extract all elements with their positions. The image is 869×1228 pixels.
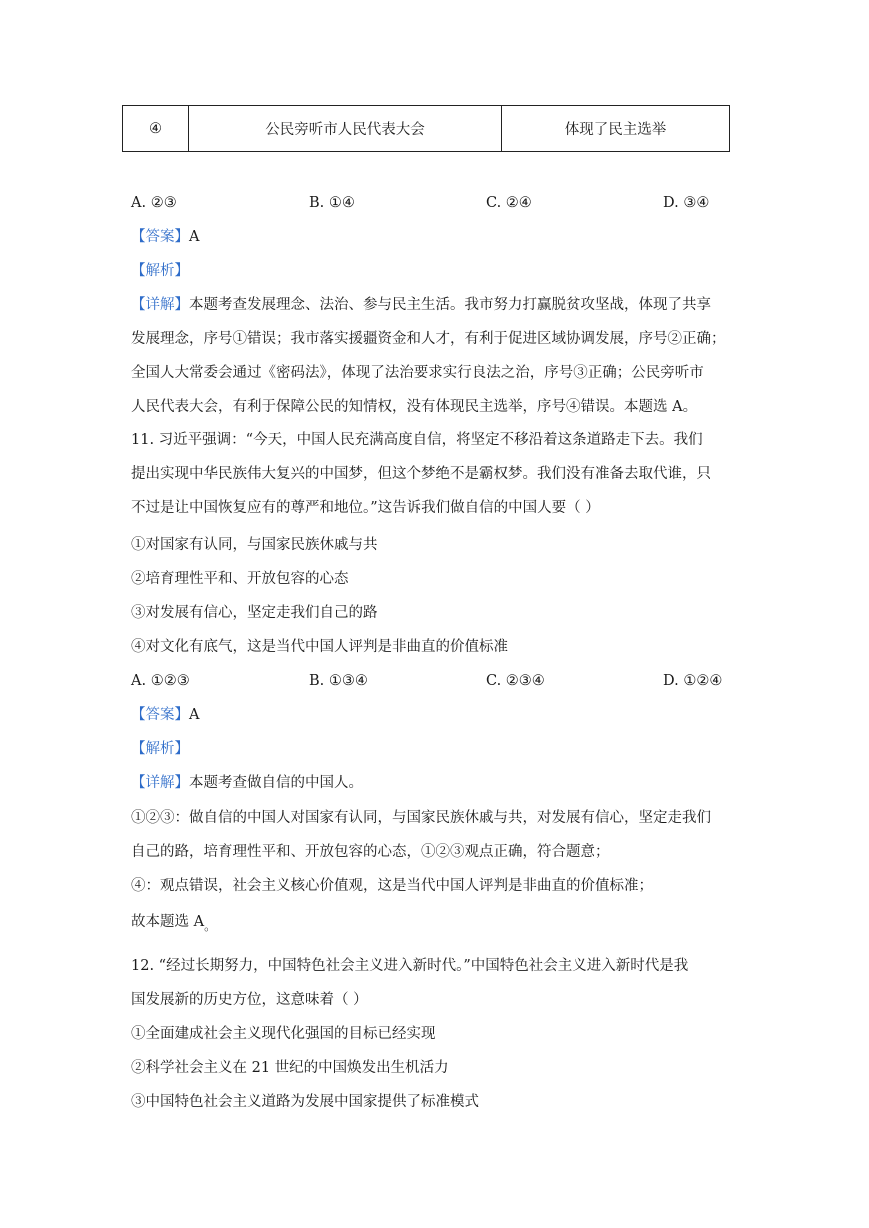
detail-line: 人民代表大会，有利于保障公民的知情权，没有体现民主选举，序号④错误。本题选 A。 <box>131 399 698 415</box>
q11-options <box>131 671 741 691</box>
q11-answer <box>131 705 199 725</box>
table-cell-effect: 体现了民主选举 <box>502 106 730 152</box>
q11-stem <box>131 430 741 532</box>
q11-explanation-2: ④：观点错误，社会主义核心价值观，这是当代中国人评判是非曲直的价值标准； <box>131 878 653 894</box>
answer-tag: 【答案】 <box>131 707 189 723</box>
q11-analysis <box>131 739 189 759</box>
q10-detail <box>131 295 741 431</box>
answer-value: A <box>189 229 200 245</box>
q12-stem <box>131 956 741 1024</box>
q10-options <box>131 193 741 213</box>
answer-tag: 【答案】 <box>131 229 189 245</box>
q10-option-d: D. ③④ <box>663 195 710 211</box>
option-table <box>122 105 730 152</box>
answer-value: A <box>189 707 200 723</box>
analysis-tag: 【解析】 <box>131 263 189 279</box>
q12-item-3: ③中国特色社会主义道路为发展中国家提供了标准模式 <box>131 1094 479 1110</box>
q11-option-b: B. ①③④ <box>309 673 368 689</box>
stem-line: 不过是让中国恢复应有的尊严和地位。”这告诉我们做自信的中国人要（ ） <box>131 500 600 516</box>
q10-answer <box>131 227 199 247</box>
table-row <box>123 106 730 152</box>
table-cell-event: 公民旁听市人民代表大会 <box>189 106 502 152</box>
stem-line: 11. 习近平强调：“今天，中国人民充满高度自信，将坚定不移沿着这条道路走下去。我们 <box>131 432 703 448</box>
analysis-tag: 【解析】 <box>131 741 189 757</box>
detail-tag: 【详解】 <box>131 297 189 313</box>
explain-line: 自己的路，培育理性平和、开放包容的心态，①②③观点正确，符合题意； <box>131 844 610 860</box>
detail-line: 发展理念，序号①错误；我市落实援疆资金和人才，有利于促进区域协调发展，序号②正确； <box>131 331 726 347</box>
q10-option-b: B. ①④ <box>309 195 355 211</box>
q11-item-2: ②培育理性平和、开放包容的心态 <box>131 571 349 587</box>
q11-item-3: ③对发展有信心，坚定走我们自己的路 <box>131 605 378 621</box>
q11-item-1: ①对国家有认同，与国家民族休戚与共 <box>131 537 378 553</box>
detail-line: 【详解】本题考查发展理念、法治、参与民主生活。我市努力打赢脱贫攻坚战，体现了共享 <box>131 297 711 313</box>
q11-option-d: D. ①②④ <box>663 673 723 689</box>
explain-line: ①②③：做自信的中国人对国家有认同，与国家民族休戚与共，对发展有信心，坚定走我们 <box>131 810 711 826</box>
stem-line: 国发展新的历史方位，这意味着（ ） <box>131 992 368 1008</box>
q10-option-a: A. ②③ <box>131 195 177 211</box>
q10-option-c: C. ②④ <box>486 195 532 211</box>
detail-tag: 【详解】 <box>131 775 189 791</box>
stem-line: 12. “经过长期努力，中国特色社会主义进入新时代。”中国特色社会主义进入新时代是我 <box>131 958 689 974</box>
stem-line: 提出实现中华民族伟大复兴的中国梦，但这个梦绝不是霸权梦。我们没有准备去取代谁，只 <box>131 466 711 482</box>
q11-detail: 【详解】本题考查做自信的中国人。 <box>131 775 363 791</box>
q11-conclusion: 故本题选 $A_。$ <box>131 914 217 933</box>
q11-explanation <box>131 808 741 876</box>
q11-item-4: ④对文化有底气，这是当代中国人评判是非曲直的价值标准 <box>131 639 508 655</box>
q10-analysis <box>131 261 189 281</box>
q11-option-c: C. ②③④ <box>486 673 545 689</box>
detail-line: 全国人大常委会通过《密码法》，体现了法治要求实行良法之治，序号③正确；公民旁听市 <box>131 365 704 381</box>
q12-item-1: ①全面建成社会主义现代化强国的目标已经实现 <box>131 1026 436 1042</box>
q12-item-2: ②科学社会主义在 21 世纪的中国焕发出生机活力 <box>131 1060 449 1076</box>
table-cell-number: ④ <box>123 106 189 152</box>
q11-option-a: A. ①②③ <box>131 673 190 689</box>
